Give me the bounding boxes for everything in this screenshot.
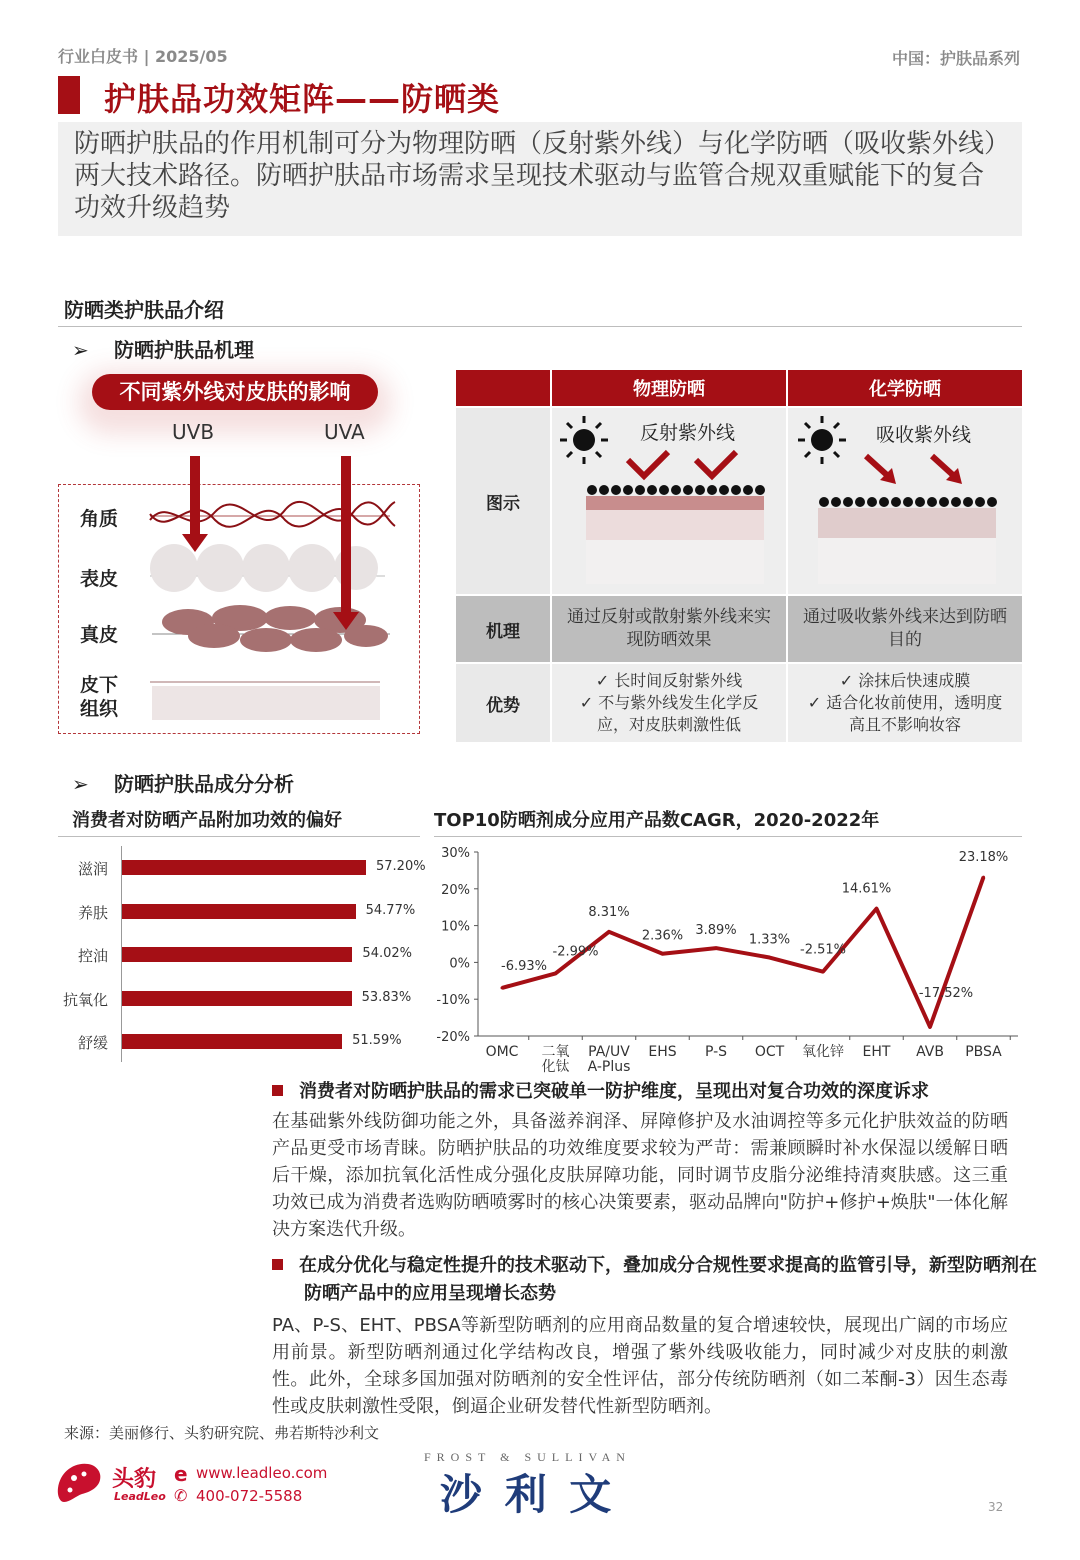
bar-category-label: 抗氧化 bbox=[62, 990, 108, 1009]
source-note: 来源：美丽修行、头豹研究院、弗若斯特沙利文 bbox=[64, 1424, 380, 1442]
x-tick-label: EHS bbox=[648, 1044, 677, 1060]
chemical-diagram bbox=[792, 414, 1012, 586]
physical-mechanism: 通过反射或散射紫外线来实现防晒效果 bbox=[552, 596, 786, 662]
bar-value-label: 53.83% bbox=[361, 989, 412, 1005]
bar bbox=[122, 1034, 342, 1049]
data-point bbox=[768, 956, 771, 959]
physical-adv-2: ✓ 不与紫外线发生化学反应，对皮肤刺激性低 bbox=[579, 693, 759, 734]
section-title: 防晒类护肤品介绍 bbox=[64, 298, 224, 322]
data-label: 23.18% bbox=[958, 850, 1009, 866]
report-label: 行业白皮书 | 2025/05 bbox=[58, 47, 228, 66]
phone: 400-072-5588 bbox=[196, 1487, 303, 1505]
subheading-mechanism bbox=[72, 334, 254, 363]
y-tick-label: 20% bbox=[441, 882, 470, 898]
bar-value-label: 57.20% bbox=[376, 859, 426, 874]
page-title: 护肤品功效矩阵——防晒类 bbox=[104, 80, 501, 118]
bullet-square-icon bbox=[272, 1085, 283, 1096]
y-tick-label: -10% bbox=[436, 993, 470, 1009]
data-label: -17.52% bbox=[918, 985, 974, 1001]
data-label: -2.51% bbox=[800, 942, 846, 958]
bar-chart bbox=[56, 846, 426, 1062]
data-point bbox=[982, 876, 985, 879]
x-tick-label: OMC bbox=[485, 1044, 519, 1060]
bar-category-label: 舒缓 bbox=[77, 1034, 108, 1052]
x-tick-label: P-S bbox=[704, 1044, 728, 1060]
bar bbox=[122, 991, 352, 1006]
data-point bbox=[715, 947, 718, 950]
x-tick-label: PA/UV bbox=[588, 1044, 630, 1060]
data-point bbox=[501, 986, 504, 989]
data-label: 3.89% bbox=[695, 923, 737, 939]
x-tick-label: EHT bbox=[862, 1044, 891, 1060]
skin-layers-illustration bbox=[140, 450, 410, 730]
uva-label: UVA bbox=[324, 420, 365, 444]
bar bbox=[122, 860, 366, 875]
data-label: 14.61% bbox=[841, 881, 892, 897]
x-tick-label: OCT bbox=[754, 1044, 785, 1060]
bullet-2-heading-text: 在成分优化与稳定性提升的技术驱动下，叠加成分合规性要求提高的监管引导，新型防晒剂在防晒产品中的应用呈现增长态势 bbox=[299, 1255, 1037, 1304]
row-advantage: 优势 bbox=[456, 664, 550, 742]
website: www.leadleo.com bbox=[196, 1464, 328, 1482]
y-tick-label: 0% bbox=[449, 956, 470, 972]
col-physical: 物理防晒 bbox=[552, 370, 786, 406]
data-label: -2.99% bbox=[552, 944, 599, 960]
summary-box: 防晒护肤品的作用机制可分为物理防晒（反射紫外线）与化学防晒（吸收紫外线）两大技术路径。防晒护肤品市场需求呈现技术驱动与监管合规双重赋能下的复合功效升级趋势 bbox=[58, 122, 1022, 236]
bar-value-label: 54.02% bbox=[362, 946, 412, 961]
y-tick-label: 30% bbox=[441, 846, 470, 861]
table-corner bbox=[456, 370, 550, 406]
chemical-caption: 吸收紫外线 bbox=[876, 424, 972, 446]
arrow-icon: ➢ bbox=[72, 338, 89, 362]
y-tick-label: -20% bbox=[436, 1030, 470, 1045]
layer-label-stratum: 角质 bbox=[80, 508, 119, 530]
bar-chart-divider bbox=[58, 836, 420, 837]
subheading-ingredients-text: 防晒护肤品成分分析 bbox=[114, 772, 294, 796]
chemical-advantage bbox=[788, 664, 1022, 742]
bar-category-label: 滋润 bbox=[77, 860, 108, 878]
bar bbox=[122, 947, 352, 962]
data-point bbox=[608, 930, 611, 933]
subheading-mechanism-text: 防晒护肤品机理 bbox=[114, 338, 254, 362]
physical-advantage bbox=[552, 664, 786, 742]
bar-category-label: 养肤 bbox=[77, 903, 108, 922]
frost-sullivan-cn: 沙 利 文 bbox=[440, 1470, 616, 1519]
bar-chart-title: 消费者对防晒产品附加功效的偏好 bbox=[72, 810, 342, 831]
data-point bbox=[554, 972, 557, 975]
x-tick-label: PBSA bbox=[965, 1044, 1002, 1060]
bullet-2-heading bbox=[272, 1252, 1040, 1308]
leadleo-cn: 头豹 bbox=[112, 1467, 157, 1492]
data-point bbox=[822, 970, 825, 973]
bullet-square-icon bbox=[272, 1259, 283, 1270]
bar bbox=[122, 904, 356, 919]
layer-label-epidermis: 表皮 bbox=[80, 568, 119, 590]
data-point bbox=[661, 952, 664, 955]
leopard-icon bbox=[54, 1458, 104, 1504]
col-chemical: 化学防晒 bbox=[788, 370, 1022, 406]
sun-icon bbox=[560, 416, 608, 464]
physical-diagram bbox=[556, 414, 776, 586]
leadleo-logo bbox=[54, 1458, 104, 1504]
subheading-ingredients bbox=[72, 768, 294, 797]
line-chart bbox=[430, 840, 1022, 1080]
y-tick-label: 10% bbox=[441, 919, 470, 935]
x-tick-label: AVB bbox=[916, 1044, 944, 1060]
web-icon: e bbox=[174, 1462, 188, 1486]
layer-label-subcutaneous: 皮下 bbox=[80, 674, 119, 696]
chemical-adv-2: ✓ 适合化妆前使用，透明度高且不影响妆容 bbox=[807, 693, 1003, 734]
leadleo-en: LeadLeo bbox=[114, 1490, 166, 1503]
series-label: 中国：护肤品系列 bbox=[891, 49, 1020, 68]
bar-value-label: 51.59% bbox=[352, 1033, 402, 1048]
layer-label-tissue: 组织 bbox=[80, 698, 119, 720]
line-chart-title: TOP10防晒剂成分应用产品数CAGR，2020-2022年 bbox=[434, 810, 880, 831]
bullet-1-heading bbox=[272, 1078, 1012, 1106]
data-label: 1.33% bbox=[748, 932, 791, 948]
title-accent-bar bbox=[58, 76, 80, 114]
data-label: 2.36% bbox=[641, 928, 684, 944]
uvb-label: UVB bbox=[172, 420, 215, 444]
x-tick-label: 二氧 bbox=[541, 1044, 570, 1060]
frost-sullivan-en: FROST & SULLIVAN bbox=[424, 1450, 631, 1464]
bullet-1-heading-text: 消费者对防晒护肤品的需求已突破单一防护维度，呈现出对复合功效的深度诉求 bbox=[299, 1081, 929, 1102]
row-mechanism: 机理 bbox=[456, 596, 550, 662]
layer-label-dermis: 真皮 bbox=[80, 624, 119, 646]
bullet-2-body: PA、P-S、EHT、PBSA等新型防晒剂的应用商品数量的复合增速较快，展现出广阔的市场应用前景。新型防晒剂通过化学结构改良，增强了紫外线吸收能力，同时减少对皮肤的刺激性。此外，全球多国加强对防晒剂的安全性评估，部分传统防晒剂（如二苯酮-3）因生态毒性或皮肤刺激性受限，倒逼企业研发替代性新型防晒剂。 bbox=[272, 1315, 1008, 1417]
physical-adv-1: ✓ 长时间反射紫外线 bbox=[595, 671, 743, 690]
data-label: 8.31% bbox=[588, 904, 630, 920]
chemical-mechanism: 通过吸收紫外线来达到防晒目的 bbox=[788, 596, 1022, 662]
physical-caption: 反射紫外线 bbox=[640, 422, 736, 444]
x-tick-label: A-Plus bbox=[587, 1059, 631, 1075]
sun-icon bbox=[798, 416, 846, 464]
data-point bbox=[929, 1025, 932, 1028]
uv-effect-title: 不同紫外线对皮肤的影响 bbox=[92, 374, 378, 410]
data-point bbox=[875, 907, 878, 910]
x-tick-label: 化钛 bbox=[541, 1059, 570, 1075]
chemical-adv-1: ✓ 涂抹后快速成膜 bbox=[839, 671, 971, 690]
row-diagram: 图示 bbox=[456, 408, 550, 594]
line-chart-divider bbox=[434, 836, 1022, 837]
bar-value-label: 54.77% bbox=[365, 902, 416, 918]
bar-category-label: 控油 bbox=[77, 947, 108, 965]
arrow-icon: ➢ bbox=[72, 772, 89, 796]
x-tick-label: 氧化锌 bbox=[802, 1044, 844, 1060]
bullet-1-body: 在基础紫外线防御功能之外，具备滋养润泽、屏障修护及水油调控等多元化护肤效益的防晒产品更受市场青睐。防晒护肤品的功效维度要求较为严苛：需兼顾瞬时补水保湿以缓解日晒后干燥，添加抗氧化活性成分强化皮肤屏障功能，同时调节皮脂分泌维持清爽肤感。这三重功效已成为消费者选购防晒喷雾时的核心决策要素，驱动品牌向"防护+修护+焕肤"一体化解决方案迭代升级。 bbox=[272, 1111, 1008, 1240]
section-divider bbox=[58, 326, 1022, 327]
page-number: 32 bbox=[988, 1500, 1004, 1514]
phone-icon: ✆ bbox=[174, 1486, 188, 1505]
data-label: -6.93% bbox=[501, 958, 547, 974]
